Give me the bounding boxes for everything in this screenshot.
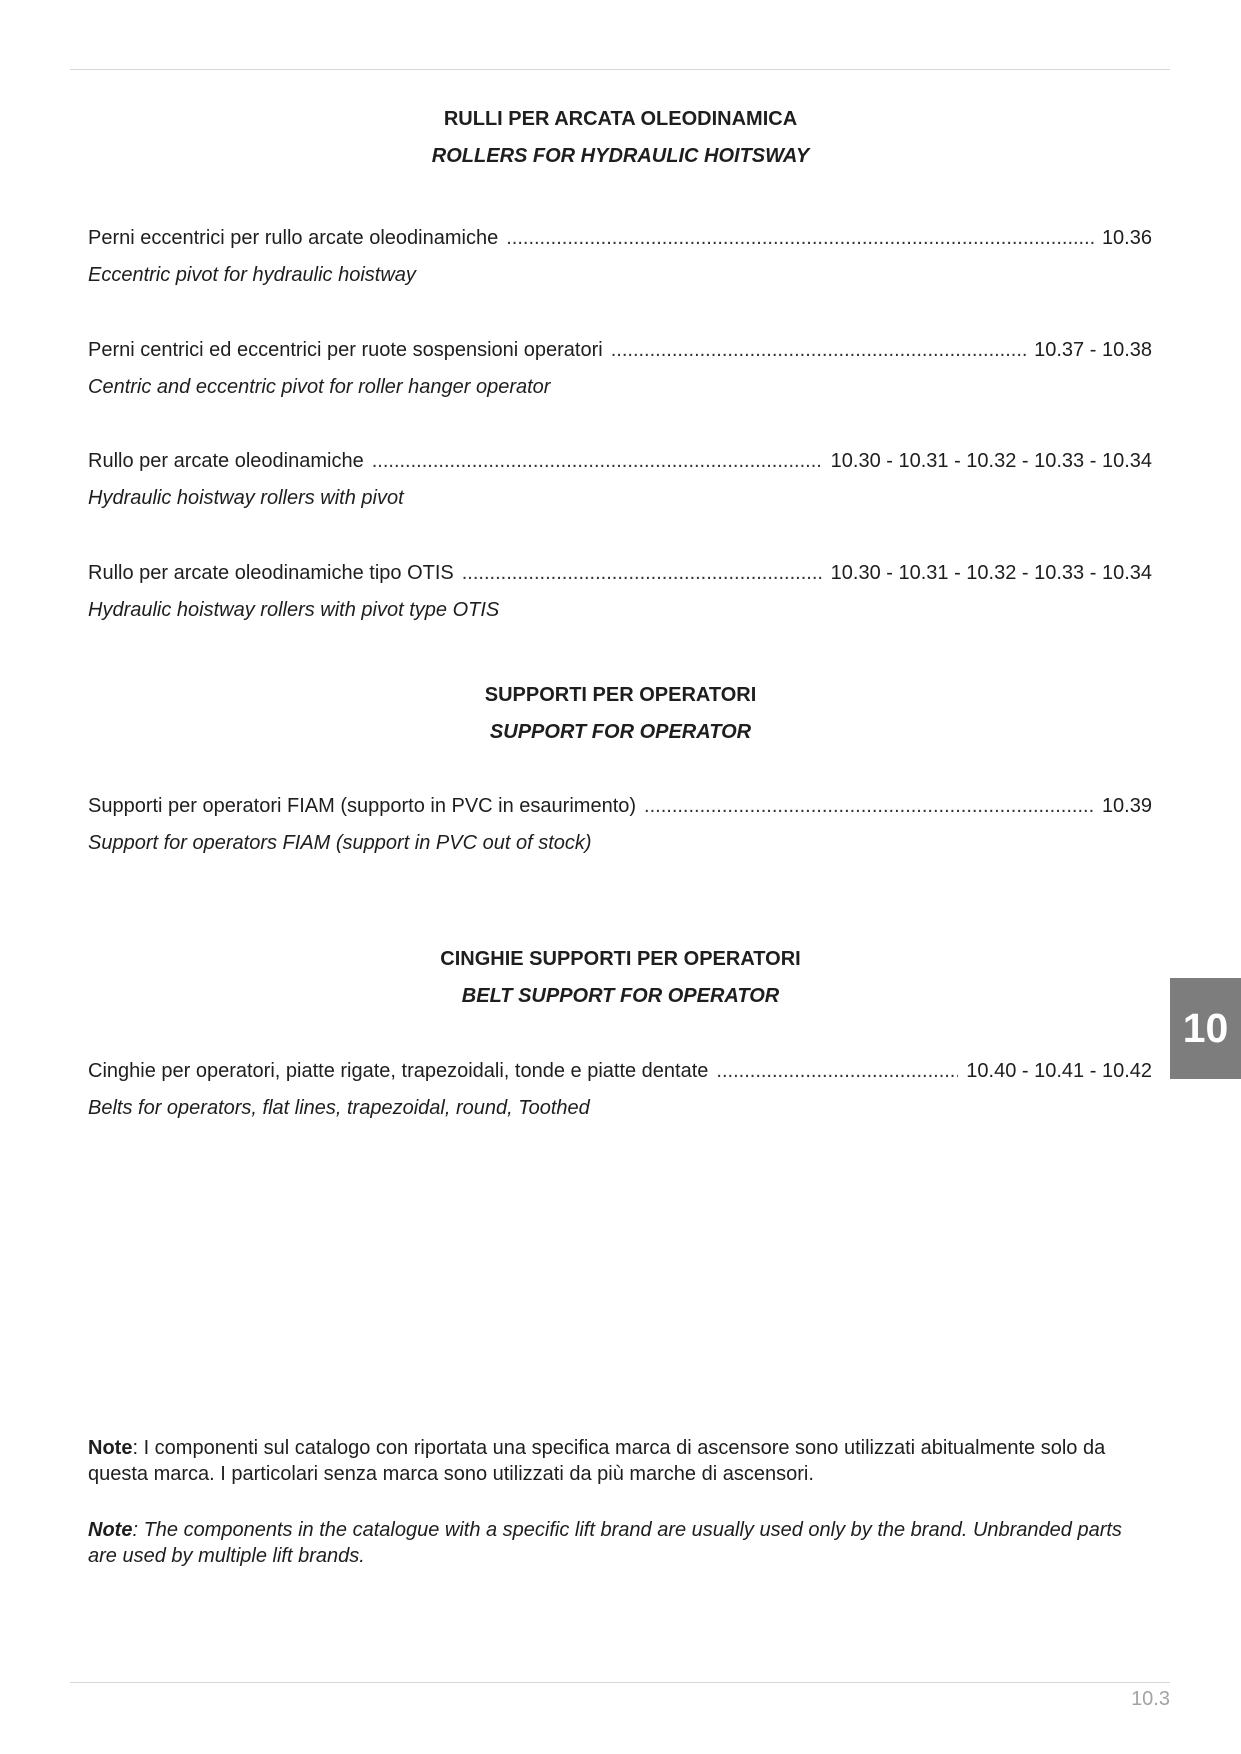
chapter-tab: 10	[1170, 978, 1241, 1079]
leader-dots	[611, 338, 1026, 362]
note-italian	[88, 1435, 1152, 1487]
entry-label-it: Supporti per operatori FIAM (supporto in PVC in esaurimento)	[88, 795, 637, 817]
note-label: Note	[88, 1519, 133, 1541]
section-title-en: BELT SUPPORT FOR OPERATOR	[461, 985, 780, 1007]
entry-label-en: Eccentric pivot for hydraulic hoistway	[88, 264, 416, 286]
note-text: : I componenti sul catalogo con riportata una specifica marca di ascensore sono utilizzati abitualmente solo da questa marca. I particolari senza marca sono utilizzati da più marche di ascensori.	[88, 1437, 1106, 1485]
entry-label-it: Rullo per arcate oleodinamiche tipo OTIS	[88, 562, 454, 584]
entry-label-it: Perni centrici ed eccentrici per ruote sospensioni operatori	[88, 339, 603, 361]
leader-dots	[372, 449, 823, 473]
entry-label-en: Belts for operators, flat lines, trapezoidal, round, Toothed	[88, 1097, 590, 1119]
leader-dots	[644, 794, 1094, 818]
index-entry	[88, 449, 1152, 510]
leader-dots	[462, 561, 823, 585]
entry-pages: 10.39	[1101, 795, 1152, 817]
top-rule	[70, 69, 1170, 70]
entry-label-en: Hydraulic hoistway rollers with pivot	[88, 487, 404, 509]
index-entry	[88, 561, 1152, 622]
note-label: Note	[88, 1437, 133, 1459]
section-title-en: ROLLERS FOR HYDRAULIC HOITSWAY	[431, 145, 810, 167]
section-title-it: SUPPORTI PER OPERATORI	[484, 684, 757, 706]
index-entry	[88, 338, 1152, 399]
entry-pages: 10.40 - 10.41 - 10.42	[966, 1060, 1152, 1082]
note-text: : The components in the catalogue with a specific lift brand are usually used only by the brand. Unbranded parts are used by multiple lift brands.	[88, 1519, 1122, 1567]
leader-dots	[506, 226, 1094, 250]
entry-label-en: Support for operators FIAM (support in PVC out of stock)	[88, 832, 592, 854]
entry-pages: 10.30 - 10.31 - 10.32 - 10.33 - 10.34	[830, 562, 1152, 584]
entry-pages: 10.37 - 10.38	[1034, 339, 1152, 361]
index-entry	[88, 1059, 1152, 1120]
entry-label-it: Cinghie per operatori, piatte rigate, trapezoidali, tonde e piatte dentate	[88, 1060, 709, 1082]
leader-dots	[716, 1059, 958, 1083]
entry-label-it: Perni eccentrici per rullo arcate oleodinamiche	[88, 227, 499, 249]
bottom-rule	[70, 1682, 1170, 1683]
section-title-en: SUPPORT FOR OPERATOR	[489, 721, 752, 743]
entry-label-en: Centric and eccentric pivot for roller hanger operator	[88, 376, 551, 398]
section-title-it: CINGHIE SUPPORTI PER OPERATORI	[440, 948, 801, 970]
page-number: 10.3	[1131, 1688, 1170, 1710]
entry-pages: 10.30 - 10.31 - 10.32 - 10.33 - 10.34	[830, 450, 1152, 472]
section-title-it: RULLI PER ARCATA OLEODINAMICA	[443, 108, 798, 130]
entry-label-it: Rullo per arcate oleodinamiche	[88, 450, 364, 472]
entry-label-en: Hydraulic hoistway rollers with pivot type OTIS	[88, 599, 500, 621]
note-english	[88, 1517, 1152, 1569]
index-entry	[88, 226, 1152, 287]
index-entry	[88, 794, 1152, 855]
entry-pages: 10.36	[1101, 227, 1152, 249]
